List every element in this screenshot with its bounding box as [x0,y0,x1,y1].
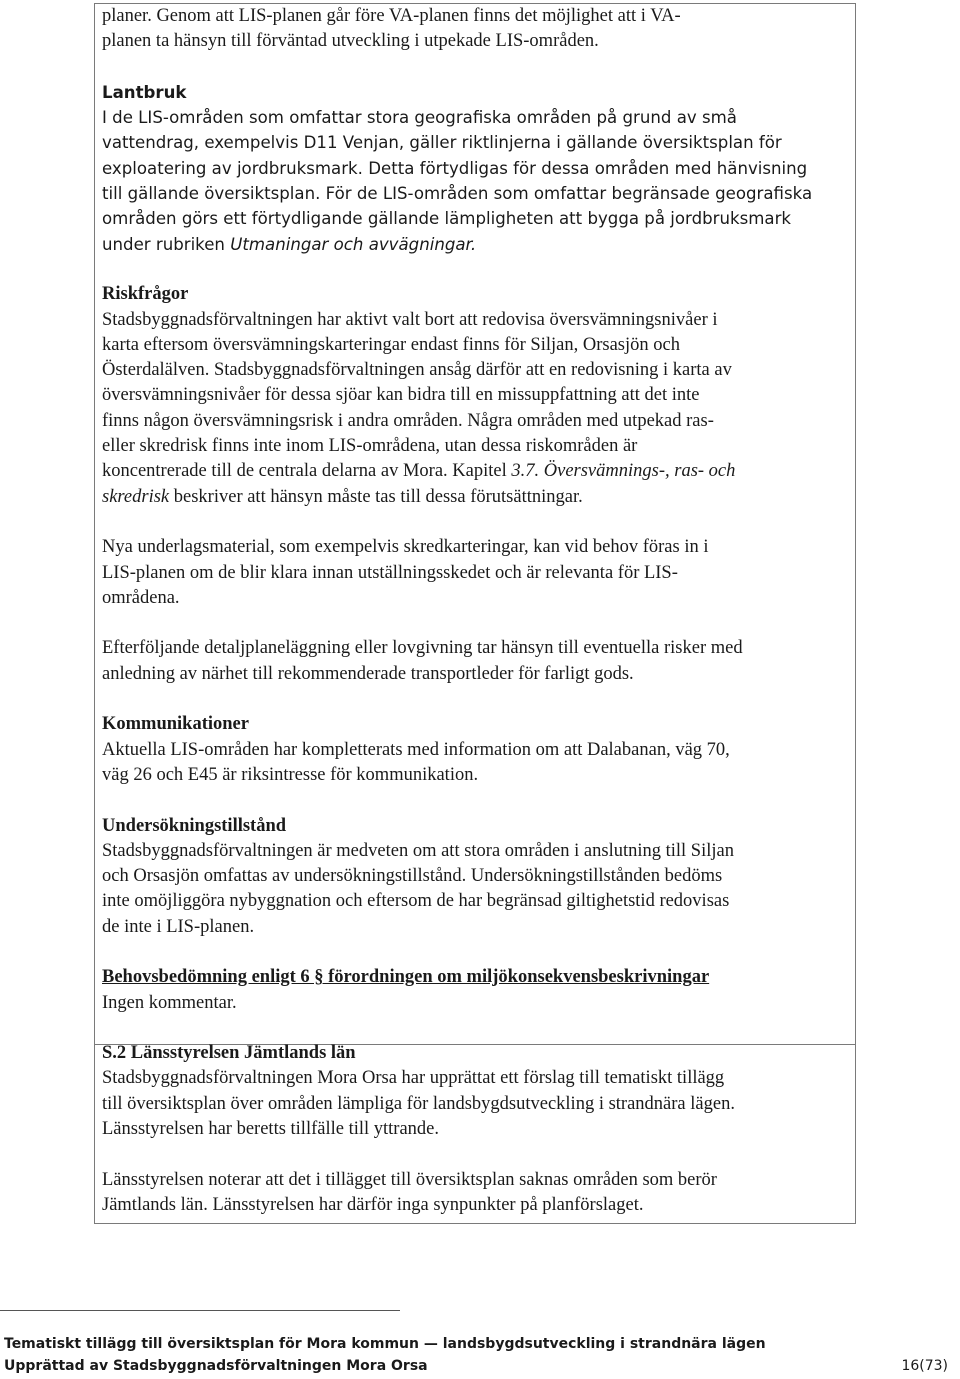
body-line: vattendrag, exempelvis D11 Venjan, gäller riktlinjerna i gällande översiktsplan för [102,133,782,153]
body-line: exploatering av jordbruksmark. Detta förtydligas för dessa områden med hänvisning [102,158,808,178]
page-number: 16(73) [901,1358,948,1374]
section-heading-behovsbedomning: Behovsbedömning enligt 6 § förordningen om miljökonsekvensbeskrivningar [102,967,710,988]
italic-reference: Utmaningar och avvägningar. [230,234,477,254]
section-heading-lantbruk: Lantbruk [102,82,187,102]
body-line: områdena. [102,587,180,608]
body-text: koncentrerade till de centrala delarna av Mora. Kapitel [102,461,512,482]
body-line: finns någon översvämningsrisk i andra områden. Några områden med utpekad ras- [102,410,714,431]
body-line: I de LIS-områden som omfattar stora geografiska områden på grund av små [102,108,737,128]
body-line: väg 26 och E45 är riksintresse för kommunikation. [102,764,479,785]
body-line: anledning av närhet till rekommenderade transportleder för farligt gods. [102,663,634,684]
section-heading-undersokning: Undersökningstillstånd [102,815,287,836]
body-line: Nya underlagsmaterial, som exempelvis skredkarteringar, kan vid behov föras in i [102,537,709,558]
body-line: och Orsasjön omfattas av undersökningstillstånd. Undersökningstillstånden bedöms [102,866,723,887]
body-line: områden görs ett förtydligande gällande lämpligheten att bygga på jordbruksmark [102,209,791,229]
body-line: Jämtlands län. Länsstyrelsen har därför inga synpunkter på planförslaget. [102,1194,644,1215]
body-line [102,485,847,510]
body-line: Länsstyrelsen har beretts tillfälle till yttrande. [102,1119,440,1140]
body-text: under rubriken [102,234,231,254]
body-line: de inte i LIS-planen. [102,916,255,937]
body-line: Ingen kommentar. [102,992,237,1013]
intro-line: planer. Genom att LIS-planen går före VA-planen finns det möjlighet att i VA- [102,6,681,26]
section-heading-kommunikationer: Kommunikationer [102,714,249,735]
body-line: Stadsbyggnadsförvaltningen har aktivt valt bort att redovisa översvämningsnivåer i [102,309,718,330]
body-line: LIS-planen om de blir klara innan utställningsskedet och är relevanta för LIS- [102,562,678,583]
footer-document-title: Tematiskt tillägg till översiktsplan för Mora kommun — landsbygdsutveckling i strandnära lägen [4,1336,766,1352]
body-line [102,232,847,257]
body-line: Efterföljande detaljplaneläggning eller lovgivning tar hänsyn till eventuella risker med [102,638,743,659]
body-line [102,459,847,484]
body-line: inte omöjliggöra nybyggnation och eftersom de har begränsad giltighetstid redovisas [102,891,730,912]
body-text: beskriver att hänsyn måste tas till dessa förutsättningar. [169,486,583,507]
body-line: Stadsbyggnadsförvaltningen är medveten om att stora områden i anslutning till Siljan [102,840,734,861]
body-line: Aktuella LIS-områden har kompletterats med information om att Dalabanan, väg 70, [102,739,730,760]
document-body [102,4,847,1218]
italic-reference: skredrisk [102,486,170,507]
body-line: Stadsbyggnadsförvaltningen Mora Orsa har upprättat ett förslag till tematiskt tillägg [102,1068,725,1089]
body-line: till gällande översiktsplan. För de LIS-områden som omfattar begränsade geografiska [102,184,813,204]
italic-reference: 3.7. Översvämnings-, ras- och [511,461,736,482]
body-line: Österdalälven. Stadsbyggnadsförvaltningen ansåg därför att en redovisning i karta av [102,360,732,381]
body-line: till översiktsplan över områden lämpliga för landsbygdsutveckling i strandnära lägen. [102,1093,735,1114]
body-line: eller skredrisk finns inte inom LIS-områdena, utan dessa riskområden är [102,436,638,457]
body-line: översvämningsnivåer för dessa sjöar kan bidra till en missuppfattning att det inte [102,385,700,406]
section-heading-s2: S.2 Länsstyrelsen Jämtlands län [102,1043,356,1064]
body-line: karta eftersom översvämningskarteringar endast finns för Siljan, Orsasjön och [102,334,680,355]
section-heading-riskfragor: Riskfrågor [102,284,189,305]
body-line: Länsstyrelsen noterar att det i tillägget till översiktsplan saknas områden som berör [102,1169,717,1190]
footer-rule [0,1310,400,1311]
intro-line: planen ta hänsyn till förväntad utveckling i utpekade LIS-områden. [102,31,599,52]
footer-author: Upprättad av Stadsbyggnadsförvaltningen Mora Orsa [4,1358,428,1374]
